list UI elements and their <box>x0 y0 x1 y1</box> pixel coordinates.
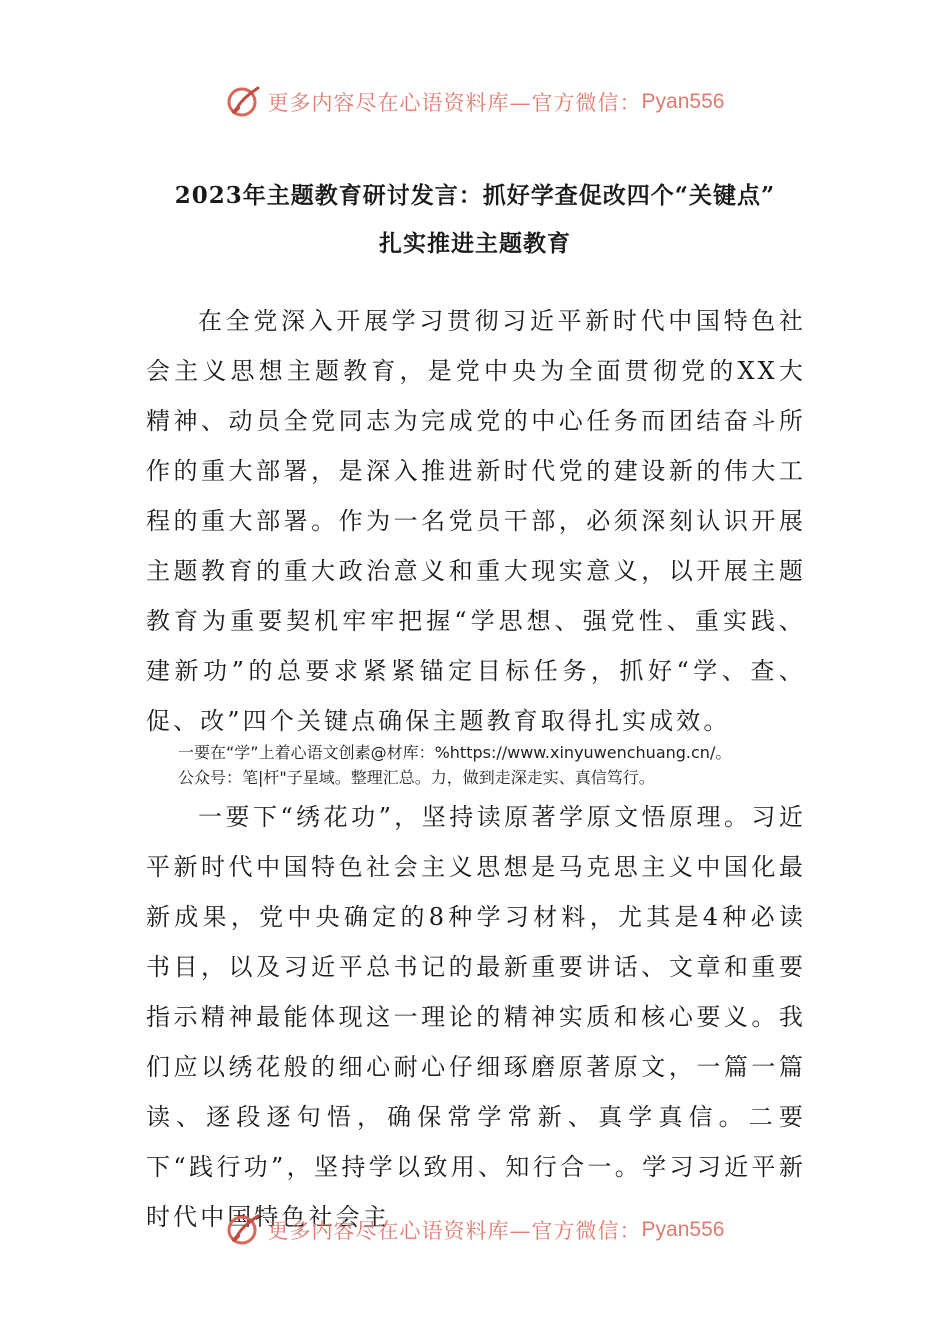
brush-logo-icon <box>226 1212 262 1248</box>
banner-wechat-id: Pyan556 <box>641 90 725 113</box>
header-banner <box>0 82 950 122</box>
banner-text: 更多内容尽在心语资料库—官方微信： <box>267 91 642 115</box>
intro-paragraph: 在全党深入开展学习贯彻习近平新时代中国特色社会主义思想主题教育，是党中央为全面贯彻党的XX大精神、动员全党同志为完成党的中心任务而团结奋斗所作的重大部署，是深入推进新时代党的建设新的伟大工程的重大部署。作为一名党员干部，必须深刻认识开展主题教育的重大政治意义和重大现实意义，以开展主题教育为重要契机牢牢把握“学思想、强党性、重实践、建新功”的总要求紧紧锚定目标任务，抓好“学、查、促、改”四个关键点确保主题教育取得扎实成效。 <box>146 307 806 735</box>
main-paragraph: 一要下“绣花功”，坚持读原著学原文悟原理。习近平新时代中国特色社会主义思想是马克思主义中国化最新成果，党中央确定的8种学习材料，尤其是4种必读书目，以及习近平总书记的最新重要讲话、文章和重要指示精神最能体现这一理论的精神实质和核心要义。我们应以绣花般的细心耐心仔细琢磨原著原文，一篇一篇读、逐段逐句悟，确保常学常新、真学真信。二要下“践行功”，坚持学以致用、知行合一。学习习近平新时代中国特色社会主 <box>146 803 806 1231</box>
brush-logo-icon <box>226 84 262 120</box>
document-title-line1: 2023年主题教育研讨发言：抓好学查促改四个“关键点” <box>174 182 776 209</box>
source-note-line2: 公众号：笔|杆"子星域。整理汇总。力，做到走深走实、真信笃行。 <box>178 768 655 787</box>
document-title-line2: 扎实推进主题教育 <box>379 230 571 257</box>
footer-banner <box>0 1210 950 1250</box>
banner-text: 更多内容尽在心语资料库—官方微信： <box>267 1219 642 1243</box>
source-note-line1: 一要在“学”上着心语文创素@材库：%https://www.xinyuwenchuang.cn/。 <box>178 743 732 762</box>
banner-wechat-id: Pyan556 <box>641 1218 725 1241</box>
